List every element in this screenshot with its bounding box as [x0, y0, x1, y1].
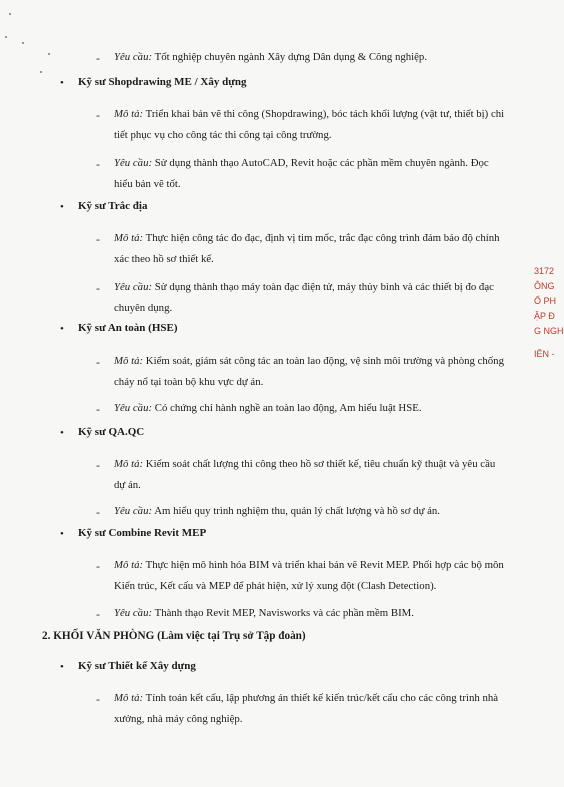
dash-marker: -	[96, 402, 100, 416]
detail-text: Có chứng chỉ hành nghề an toàn lao động, Am hiểu luật HSE.	[152, 402, 422, 414]
detail-paragraph	[114, 398, 509, 419]
bullet-marker: •	[60, 661, 64, 673]
detail-text: Thực hiện mô hình hóa BIM và triển khai bản vẽ Revit MEP. Phối hợp các bộ môn Kiến trúc, Kết cấu và MEP để phát hiện, xử lý xung đột (Clash Detection).	[114, 559, 504, 592]
job-title: Kỹ sư QA.QC	[78, 426, 145, 438]
stamp-line: Ổ PH	[534, 296, 557, 306]
detail-paragraph	[114, 688, 509, 730]
red-company-stamp-fragment	[534, 264, 564, 362]
stamp-line: 3172	[534, 266, 555, 276]
bullet-marker: •	[60, 528, 64, 540]
bullet-marker: •	[60, 77, 64, 89]
detail-label: Yêu cầu:	[114, 157, 153, 169]
detail-text: Tốt nghiệp chuyên ngành Xây dựng Dân dụng & Công nghiệp.	[152, 51, 428, 63]
detail-label: Mô tả:	[114, 458, 144, 470]
stamp-line: IÊN -	[534, 349, 555, 359]
detail-paragraph	[114, 555, 509, 597]
detail-paragraph	[114, 501, 509, 522]
dash-marker: -	[96, 51, 100, 65]
detail-paragraph	[114, 603, 509, 624]
dash-marker: -	[96, 281, 100, 295]
scan-speck	[22, 42, 24, 44]
dash-marker: -	[96, 232, 100, 246]
detail-label: Mô tả:	[114, 355, 144, 367]
job-title: Kỹ sư Thiết kế Xây dựng	[78, 660, 196, 672]
scan-speck	[40, 71, 42, 73]
dash-marker: -	[96, 355, 100, 369]
detail-text: Thành thạo Revit MEP, Navisworks và các phần mềm BIM.	[152, 607, 414, 619]
detail-paragraph	[114, 104, 509, 146]
dash-marker: -	[96, 505, 100, 519]
bullet-marker: •	[60, 323, 64, 335]
detail-label: Yêu cầu:	[114, 505, 153, 517]
detail-paragraph	[114, 228, 509, 270]
detail-paragraph	[114, 454, 509, 496]
detail-text: Kiểm soát, giám sát công tác an toàn lao động, vệ sinh môi trường và phòng chống cháy nổ tại toàn bộ khu vực dự án.	[114, 355, 504, 388]
detail-text: Kiểm soát chất lượng thi công theo hồ sơ thiết kế, tiêu chuẩn kỹ thuật và yêu cầu dự án.	[114, 458, 496, 491]
scan-speck	[9, 13, 11, 15]
dash-marker: -	[96, 157, 100, 171]
detail-text: Thực hiện công tác đo đạc, định vị tim mốc, trắc đạc công trình đảm bảo độ chính xác theo hồ sơ thiết kế.	[114, 232, 500, 265]
scan-speck	[48, 53, 50, 55]
dash-marker: -	[96, 559, 100, 573]
detail-label: Yêu cầu:	[114, 51, 153, 63]
dash-marker: -	[96, 458, 100, 472]
stamp-line: ẬP Đ	[534, 311, 555, 321]
job-title: Kỹ sư Shopdrawing ME / Xây dựng	[78, 76, 247, 88]
detail-label: Mô tả:	[114, 692, 144, 704]
job-title: Kỹ sư Combine Revit MEP	[78, 527, 207, 539]
detail-label: Yêu cầu:	[114, 607, 153, 619]
detail-text: Triển khai bản vẽ thi công (Shopdrawing), bóc tách khối lượng (vật tư, thiết bị) chi tiết phục vụ cho công tác thi công tại công trường.	[114, 108, 505, 141]
detail-text: Tính toán kết cấu, lập phương án thiết kế kiến trúc/kết cấu cho các công trình nhà xưởng, nhà máy công nghiệp.	[114, 692, 499, 725]
bullet-marker: •	[60, 201, 64, 213]
job-title: Kỹ sư An toàn (HSE)	[78, 322, 178, 334]
scan-speck	[5, 36, 7, 38]
dash-marker: -	[96, 692, 100, 706]
detail-label: Mô tả:	[114, 108, 144, 120]
stamp-line: G NGH	[534, 326, 564, 336]
detail-label: Mô tả:	[114, 232, 144, 244]
detail-label: Yêu cầu:	[114, 402, 153, 414]
stamp-line: ÔNG	[534, 281, 555, 291]
dash-marker: -	[96, 108, 100, 122]
detail-text: Sử dụng thành thạo AutoCAD, Revit hoặc các phần mềm chuyên ngành. Đọc hiểu bản vẽ tốt.	[114, 157, 489, 190]
detail-paragraph	[114, 351, 509, 393]
dash-marker: -	[96, 607, 100, 621]
job-title: Kỹ sư Trắc địa	[78, 200, 148, 212]
detail-label: Mô tả:	[114, 559, 144, 571]
section-heading: 2. KHỐI VĂN PHÒNG (Làm việc tại Trụ sở Tập đoàn)	[42, 630, 306, 642]
bullet-marker: •	[60, 427, 64, 439]
detail-paragraph	[114, 153, 509, 195]
detail-text: Am hiểu quy trình nghiệm thu, quản lý chất lượng và hồ sơ dự án.	[152, 505, 441, 517]
detail-text: Sử dụng thành thạo máy toàn đạc điện tử, máy thủy bình và các thiết bị đo đạc chuyên dụng.	[114, 281, 494, 314]
detail-paragraph	[114, 277, 509, 319]
detail-paragraph	[114, 47, 509, 68]
detail-label: Yêu cầu:	[114, 281, 153, 293]
